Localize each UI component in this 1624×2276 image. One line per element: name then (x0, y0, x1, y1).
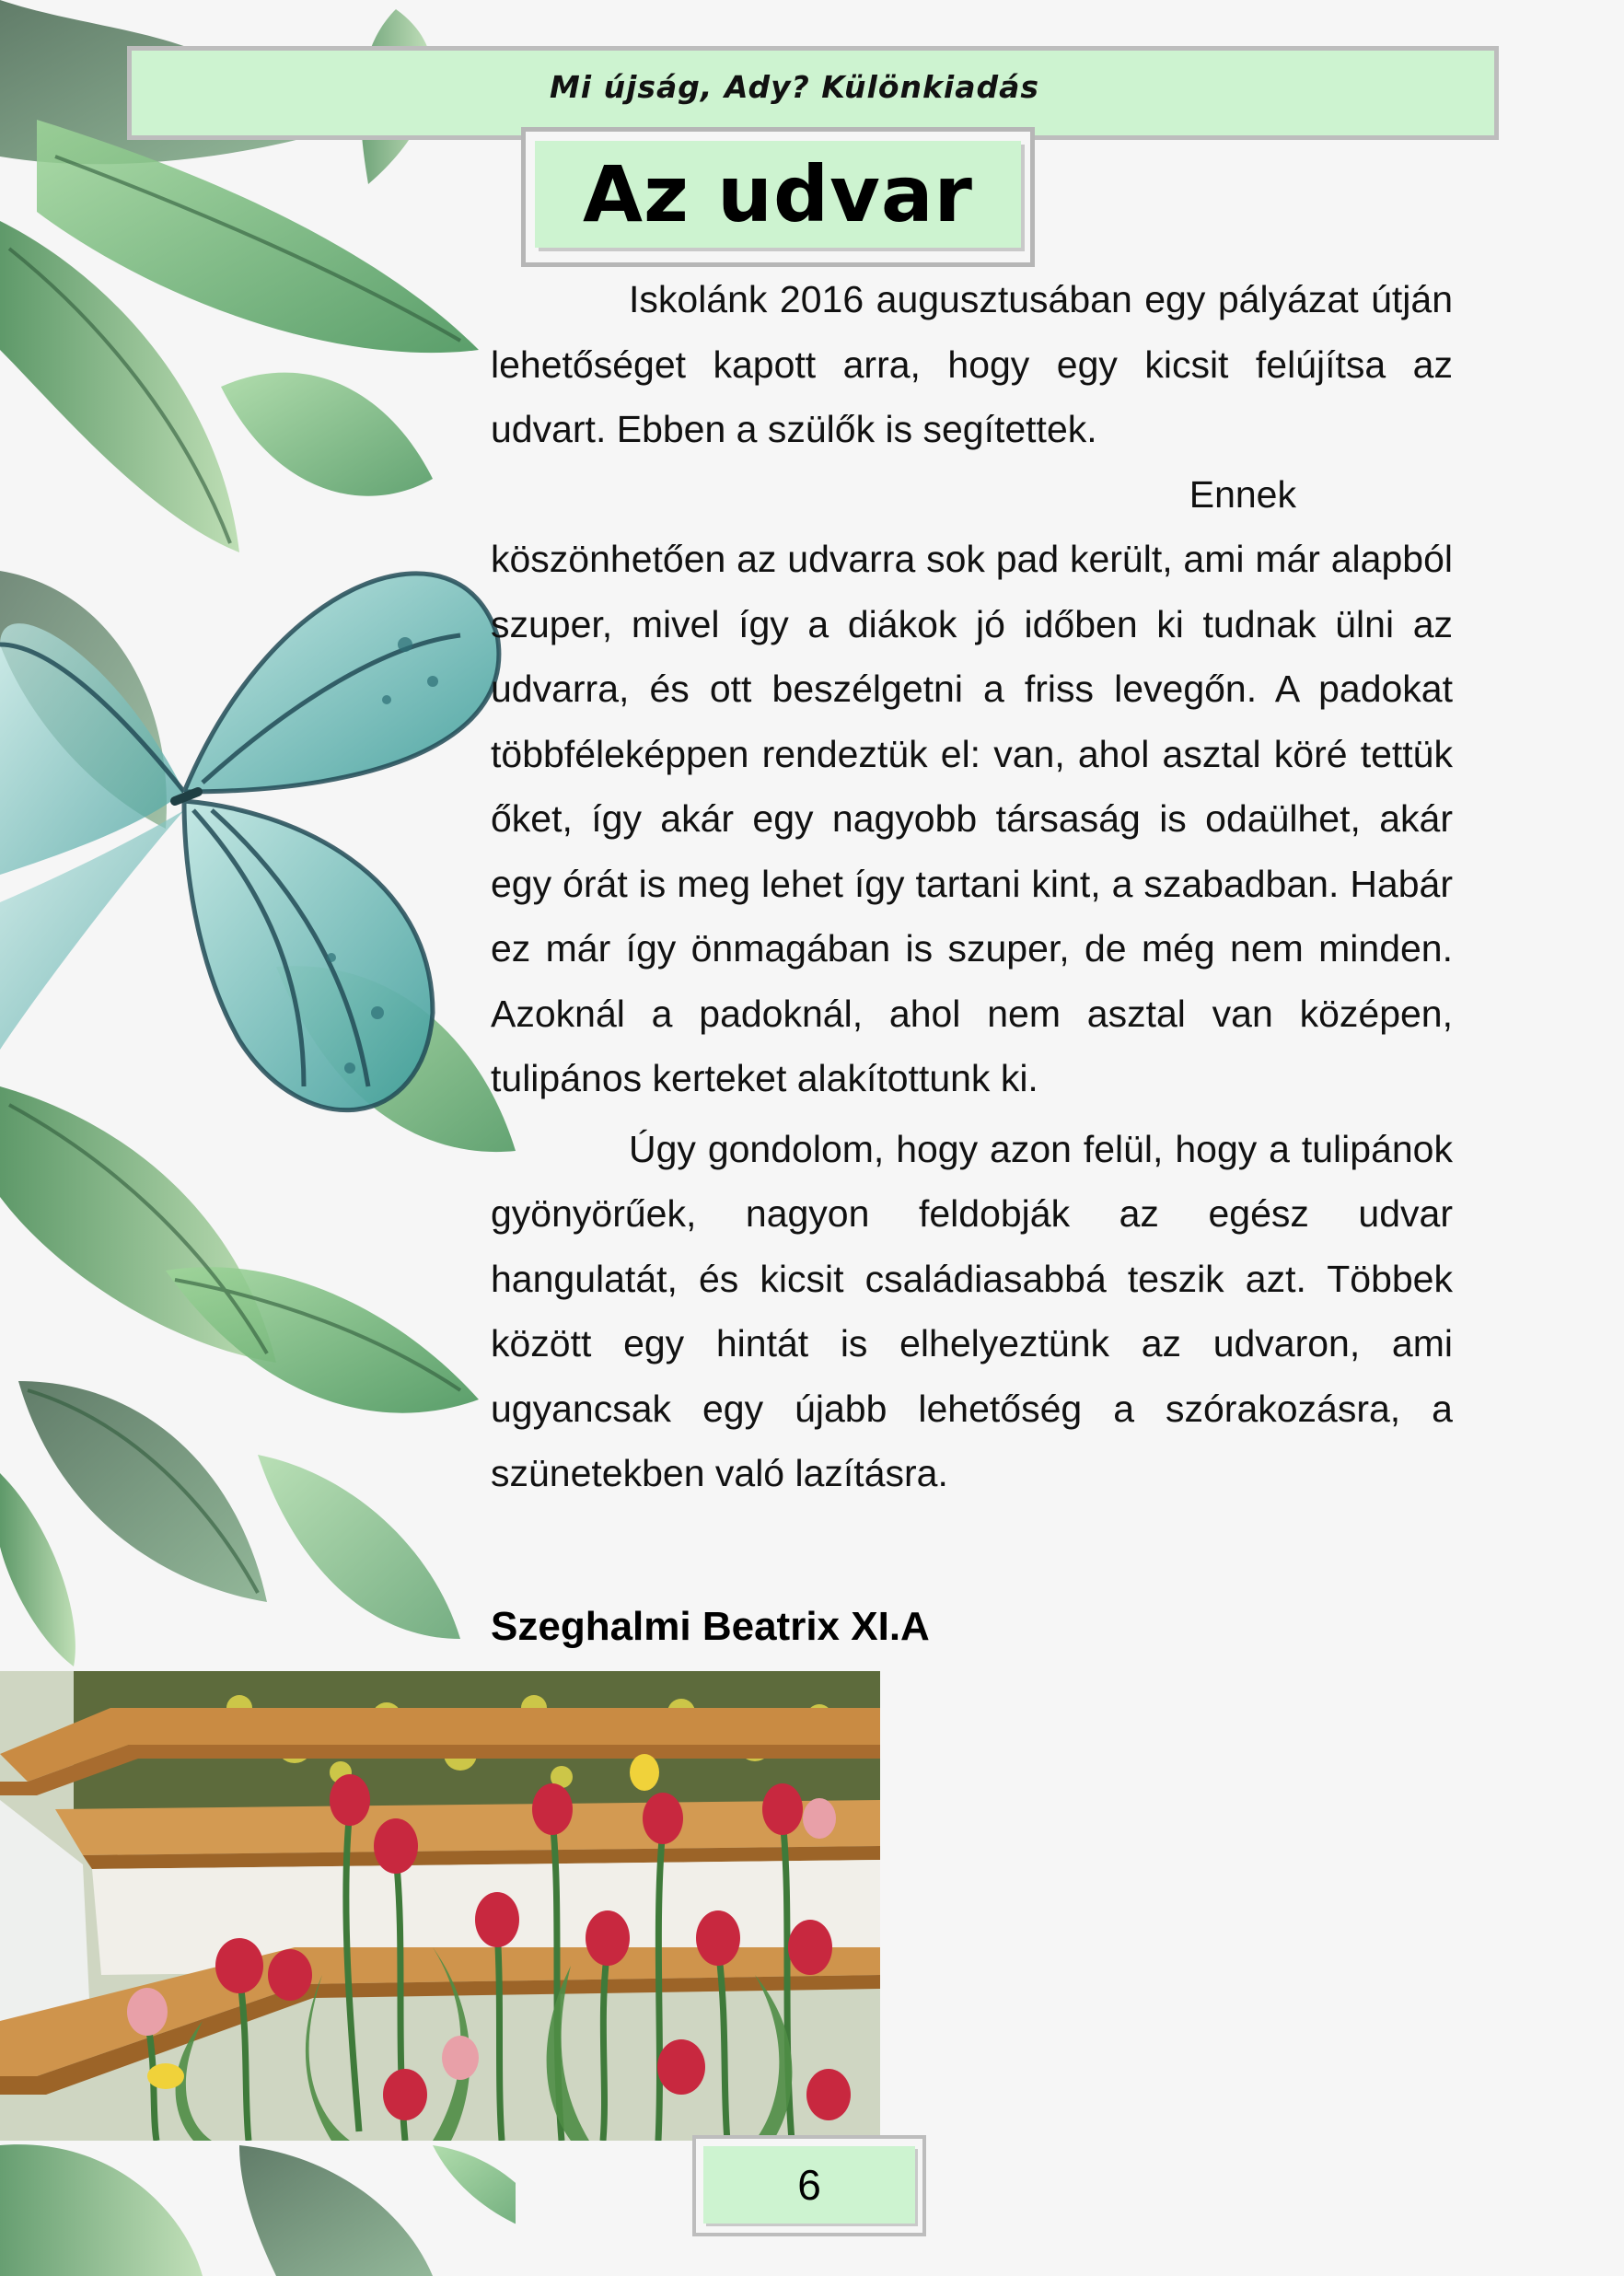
paragraph-1: Iskolánk 2016 augusztusában egy pályázat útján lehetőséget kapott arra, hogy egy kicsit felújítsa az udvart. Ebben a szülők is segítettek. (491, 278, 1453, 450)
page-number: 6 (797, 2161, 821, 2209)
article-title-background (535, 141, 1021, 248)
publication-title: Mi újság, Ady? Különkiadás (549, 69, 1040, 105)
butterfly-shape (0, 574, 499, 1110)
paragraph-3: Úgy gondolom, hogy azon felül, hogy a tulipánok gyönyörűek, nagyon feldobják az egész udvar hangulatát, és kicsit családiasabbá teszik azt. Többek között egy hintát is elhelyeztünk az udvaron, ami ugyancsak egy újabb lehetőség a szórakozásra, a szünetekben való lazításra. (491, 1127, 1453, 1494)
article-title: Az udvar (583, 149, 973, 239)
paragraph-2-start: Ennek (1189, 472, 1296, 516)
tulip-garden-photo (0, 1671, 880, 2141)
article-body (491, 267, 1453, 1506)
header-band (127, 46, 1499, 140)
paragraph-2: köszönhetően az udvarra sok pad került, ami már alapból szuper, mivel így a diákok jó időben ki tudnak ülni az udvarra, és ott beszélgetni a friss levegőn. A padokat többféleképpen rendeztük el: van, ahol asztal köré tettük őket, így akár egy nagyobb társaság is odaülhet, akár egy órát is meg lehet így tartani kint, a szabadban. Habár ez már így önmagában is szuper, de még nem minden. Azoknál a padoknál, ahol nem asztal van középen, tulipános kerteket alakítottunk ki. (491, 538, 1453, 1099)
author-byline: Szeghalmi Beatrix XI.A (491, 1604, 930, 1649)
page-number-background (703, 2146, 915, 2224)
article-title-box (521, 127, 1035, 267)
page-number-box (692, 2135, 926, 2236)
